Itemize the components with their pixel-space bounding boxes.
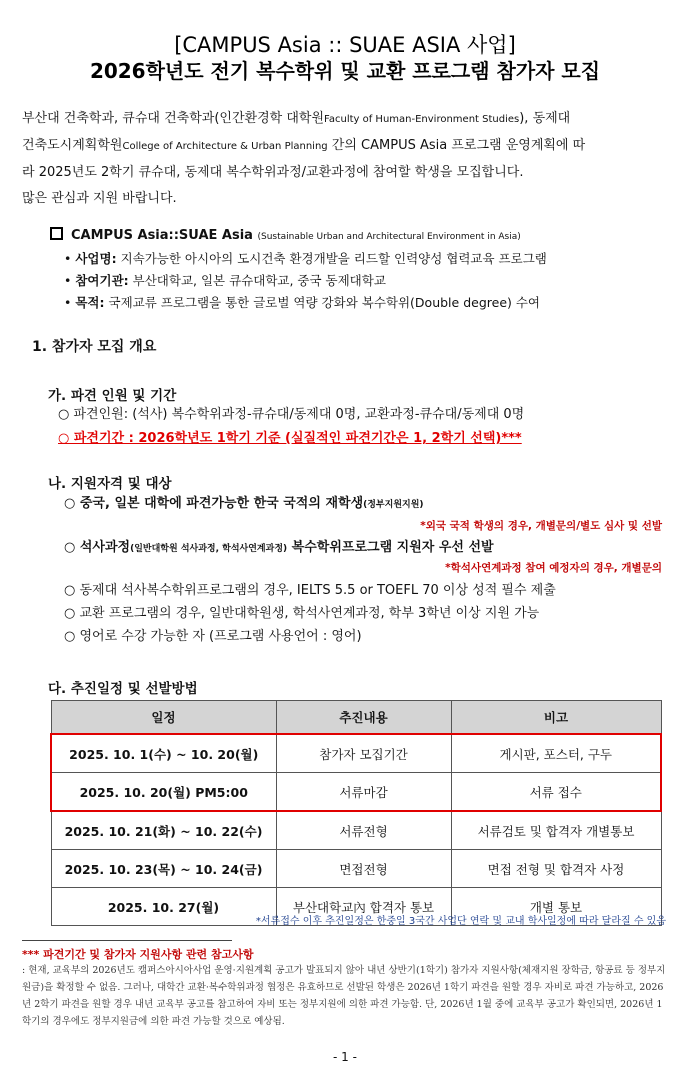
cell-note: 면접 전형 및 합격자 사정 <box>451 850 661 888</box>
intro-text: 건축도시계획학원 <box>22 138 123 153</box>
program-item: • 사업명: 지속가능한 아시아의 도시건축 환경개발을 리드할 인력양성 협력교육 프로그램 <box>64 251 547 266</box>
table-row <box>51 734 661 773</box>
cell-content: 참가자 모집기간 <box>276 734 451 773</box>
cell-date: 2025. 10. 1(수) ~ 10. 20(월) <box>51 734 276 773</box>
section-a-heading: 가. 파견 인원 및 기간 <box>48 388 177 404</box>
program-item: • 목적: 국제교류 프로그램을 통한 글로벌 역량 강화와 복수학위(Double degree) 수여 <box>64 295 541 310</box>
cell-note: 개별 통보 <box>451 888 661 926</box>
intro-paragraph <box>22 106 670 212</box>
eligibility-text: ○ 중국, 일본 대학에 파견가능한 한국 국적의 재학생 <box>64 496 364 511</box>
eligibility-small: (정부지원지원) <box>363 500 424 510</box>
table-row <box>51 811 661 850</box>
title-line-1: [CAMPUS Asia :: SUAE ASIA 사업] <box>174 33 516 57</box>
eligibility-small: (일반대학원 석사과정, 학석사연계과정) <box>130 544 288 554</box>
cell-date: 2025. 10. 21(화) ~ 10. 22(수) <box>51 811 276 850</box>
column-header: 비고 <box>451 701 661 735</box>
eligibility-5: ○ 영어로 수강 가능한 자 (프로그램 사용언어 : 영어) <box>64 629 362 644</box>
dispatch-period: ○ 파견기간 : 2026학년도 1학기 기준 (실질적인 파견기간은 1, 2학기 선택)*** <box>58 431 522 446</box>
eligibility-text: 복수학위프로그램 지원자 우선 선발 <box>287 540 494 555</box>
intro-english: College of Architecture & Urban Planning <box>122 141 328 152</box>
schedule-table <box>50 700 662 926</box>
note-foreign: *외국 국적 학생의 경우, 개별문의/별도 심사 및 선발 <box>420 520 662 532</box>
table-header-row <box>51 701 661 735</box>
footer-heading: *** 파견기간 및 참가자 지원사항 관련 참고사항 <box>22 948 254 961</box>
cell-content: 서류마감 <box>276 773 451 812</box>
eligibility-3: ○ 동제대 석사복수학위프로그램의 경우, IELTS 5.5 or TOEFL 70 이상 성적 필수 제출 <box>64 583 556 598</box>
table-row <box>51 773 661 812</box>
intro-english: Faculty of Human-Environment Studies <box>324 114 520 125</box>
program-box <box>50 225 547 314</box>
footer-text: : 현재, 교육부의 2026년도 캠퍼스아시아사업 운영·지원계획 공고가 발표되지 않아 내년 상반기(1학기) 참가자 지원사항(체재지원 장학금, 항공료 등 정부지원금)을 확정할 수 없음. 그러나, 대학간 교환·복수학위과정 협정은 유효하므로 선발된 학생은 2026년 1학기 파견을 원할 경우 자비로 파견 가능하고, 2026년 2학기 파견을 원할 경우 내년 교육부 공고를 참고하여 자비 또는 정부지원에 의한 파견 가능함. 단, 2026년 1월 중에 교육부 공고가 확인되면, 2026년 1학기의 경우에도 정부지원금에 의한 파견 가능할 것으로 예상됨. <box>22 965 666 1027</box>
cell-note: 서류검토 및 합격자 개별통보 <box>451 811 661 850</box>
item-text: 지속가능한 아시아의 도시건축 환경개발을 리드할 인력양성 협력교육 프로그램 <box>116 251 547 266</box>
item-text: 국제교류 프로그램을 통한 글로벌 역량 강화와 복수학위(Double degree) 수여 <box>104 295 541 310</box>
item-label: 목적: <box>75 295 105 310</box>
schedule-footnote: *서류접수 이후 추진일정은 한중일 3국간 사업단 연락 및 교내 학사일정에 따라 달라질 수 있음 <box>255 916 666 927</box>
eligibility-1 <box>64 494 424 515</box>
intro-text: 간의 CAMPUS Asia 프로그램 운영계획에 따 <box>327 138 586 153</box>
section-b-heading: 나. 지원자격 및 대상 <box>48 476 172 492</box>
page-number: - 1 - <box>333 1050 357 1064</box>
cell-date: 2025. 10. 23(목) ~ 10. 24(금) <box>51 850 276 888</box>
column-header: 추진내용 <box>276 701 451 735</box>
note-linked: *학석사연계과정 참여 예정자의 경우, 개별문의 <box>445 562 662 574</box>
cell-note: 서류 접수 <box>451 773 661 812</box>
program-name: CAMPUS Asia::SUAE Asia <box>71 228 253 243</box>
divider <box>22 940 232 941</box>
cell-note: 게시판, 포스터, 구두 <box>451 734 661 773</box>
item-text: 부산대학교, 일본 큐슈대학교, 중국 동제대학교 <box>128 273 386 288</box>
program-item: • 참여기관: 부산대학교, 일본 큐슈대학교, 중국 동제대학교 <box>64 273 386 288</box>
title-line-2: 2026학년도 전기 복수학위 및 교환 프로그램 참가자 모집 <box>89 59 601 83</box>
table-row <box>51 850 661 888</box>
eligibility-2 <box>64 538 494 559</box>
program-expansion: (Sustainable Urban and Architectural Environment in Asia) <box>257 232 521 242</box>
cell-content: 면접전형 <box>276 850 451 888</box>
intro-text: ), 동제대 <box>519 111 571 126</box>
dispatch-count: ○ 파견인원: (석사) 복수학위과정-큐슈대/동제대 0명, 교환과정-큐슈대/동제대 0명 <box>58 407 525 422</box>
eligibility-4: ○ 교환 프로그램의 경우, 일반대학원생, 학석사연계과정, 학부 3학년 이상 지원 가능 <box>64 606 540 621</box>
cell-date: 2025. 10. 27(월) <box>51 888 276 926</box>
checkbox-square-icon <box>50 227 63 240</box>
section-1-heading: 1. 참가자 모집 개요 <box>32 339 157 355</box>
eligibility-text: ○ 석사과정 <box>64 540 131 555</box>
intro-text: 많은 관심과 지원 바랍니다. <box>22 191 177 206</box>
column-header: 일정 <box>51 701 276 735</box>
cell-content: 서류전형 <box>276 811 451 850</box>
cell-date: 2025. 10. 20(월) PM5:00 <box>51 773 276 812</box>
section-c-heading: 다. 추진일정 및 선발방법 <box>48 681 198 697</box>
intro-text: 라 2025년도 2학기 큐슈대, 동제대 복수학위과정/교환과정에 참여할 학생을 모집합니다. <box>22 165 524 180</box>
item-label: 사업명: <box>75 251 117 266</box>
cell-content: 부산대학교內 합격자 통보 <box>276 888 451 926</box>
intro-text: 부산대 건축학과, 큐슈대 건축학과(인간환경학 대학원 <box>22 111 325 126</box>
item-label: 참여기관: <box>75 273 129 288</box>
